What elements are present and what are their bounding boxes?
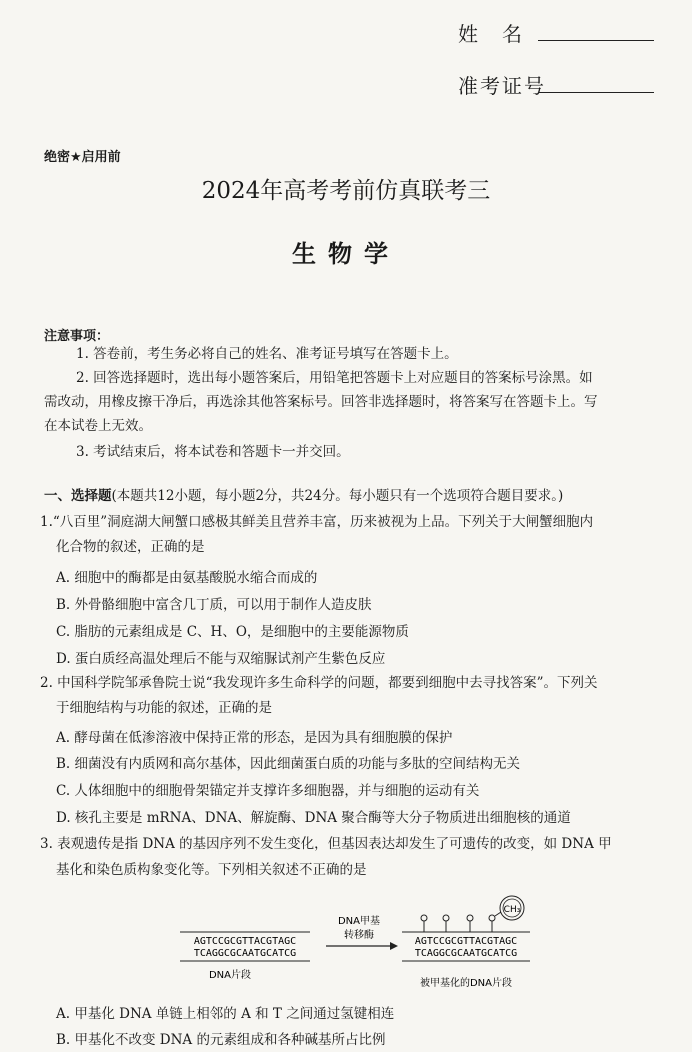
methyl-mark-icon bbox=[467, 915, 473, 921]
exam-title: 2024年高考考前仿真联考三 bbox=[201, 178, 491, 204]
left-seq-top: AGTCCGCGTTACGTAGC bbox=[193, 936, 297, 947]
question-3-stem: 3. 表观遗传是指 DNA 的基因序列不发生变化，但基因表达却发生了可遗传的改变，如 DNA 甲 bbox=[40, 836, 612, 852]
secret-mark: 绝密★启用前 bbox=[44, 150, 121, 165]
notice-item: 3. 考试结束后，将本试卷和答题卡一并交回。 bbox=[76, 444, 350, 460]
notice-item: 需改动，用橡皮擦干净后，再选涂其他答案标号。回答非选择题时，将答案写在答题卡上。写 bbox=[44, 394, 598, 410]
dna-methylation-diagram bbox=[170, 892, 550, 992]
question-1-stem: 1.“八百里”洞庭湖大闸蟹口感极其鲜美且营养丰富，历来被视为上品。下列关于大闸蟹细胞内 bbox=[40, 514, 594, 530]
question-2-option-b: B. 细菌没有内质网和高尔基体，因此细菌蛋白质的功能与多肽的空间结构无关 bbox=[56, 756, 521, 772]
notice-heading: 注意事项： bbox=[44, 329, 110, 344]
name-field[interactable] bbox=[538, 18, 654, 41]
notice-item: 1. 答卷前，考生务必将自己的姓名、准考证号填写在答题卡上。 bbox=[76, 346, 458, 362]
question-1-option-c: C. 脂肪的元素组成是 C、H、O，是细胞中的主要能源物质 bbox=[56, 624, 409, 640]
right-seq-top: AGTCCGCGTTACGTAGC bbox=[414, 936, 518, 947]
methyl-mark-icon bbox=[421, 915, 427, 921]
methyl-callout-line bbox=[495, 912, 501, 916]
section-header bbox=[44, 484, 563, 504]
methyl-label: CH₃ bbox=[503, 905, 521, 915]
left-seq-bottom: TCAGGCGCAATGCATCG bbox=[193, 948, 297, 959]
question-2-option-a: A. 酵母菌在低渗溶液中保持正常的形态，是因为具有细胞膜的保护 bbox=[56, 730, 453, 746]
right-seq-bottom: TCAGGCGCAATGCATCG bbox=[414, 948, 518, 959]
question-1-stem: 化合物的叙述，正确的是 bbox=[56, 539, 205, 555]
enzyme-label-2: 转移酶 bbox=[344, 930, 374, 941]
question-1-option-b: B. 外骨骼细胞中富含几丁质，可以用于制作人造皮肤 bbox=[56, 597, 372, 613]
question-1-option-a: A. 细胞中的酶都是由氨基酸脱水缩合而成的 bbox=[56, 570, 318, 586]
right-caption: 被甲基化的DNA片段 bbox=[419, 978, 513, 989]
question-3-option-b: B. 甲基化不改变 DNA 的元素组成和各种碱基所占比例 bbox=[56, 1032, 386, 1048]
enzyme-label-1: DNA甲基 bbox=[337, 916, 381, 927]
notice-item: 2. 回答选择题时，选出每小题答案后，用铅笔把答题卡上对应题目的答案标号涂黑。如 bbox=[76, 370, 593, 386]
question-3-stem: 基化和染色质构象变化等。下列相关叙述不正确的是 bbox=[56, 862, 367, 878]
section-note: (本题共12小题，每小题2分，共24分。每小题只有一个选项符合题目要求。) bbox=[111, 488, 564, 504]
subject-title: 生物学 bbox=[292, 240, 400, 268]
exam-id-field[interactable] bbox=[538, 70, 654, 93]
question-2-stem: 2. 中国科学院邹承鲁院士说“我发现许多生命科学的问题，都要到细胞中去寻找答案”。下列关 bbox=[40, 675, 598, 691]
question-2-option-d: D. 核孔主要是 mRNA、DNA、解旋酶、DNA 聚合酶等大分子物质进出细胞核的通道 bbox=[56, 810, 571, 826]
question-2-option-c: C. 人体细胞中的细胞骨架锚定并支撑许多细胞器，并与细胞的运动有关 bbox=[56, 783, 480, 799]
methyl-marks bbox=[421, 912, 501, 932]
name-label: 姓 名 bbox=[458, 22, 524, 46]
notice-item: 在本试卷上无效。 bbox=[44, 418, 152, 434]
methyl-mark-icon bbox=[443, 915, 449, 921]
arrow-head-icon bbox=[390, 942, 398, 950]
exam-id-label: 准考证号 bbox=[458, 74, 546, 98]
question-3-option-a: A. 甲基化 DNA 单链上相邻的 A 和 T 之间通过氢键相连 bbox=[56, 1006, 395, 1022]
section-title: 一、选择题 bbox=[44, 488, 112, 504]
question-2-stem: 于细胞结构与功能的叙述，正确的是 bbox=[56, 700, 272, 716]
methyl-mark-icon bbox=[489, 915, 495, 921]
question-1-option-d: D. 蛋白质经高温处理后不能与双缩脲试剂产生紫色反应 bbox=[56, 651, 386, 667]
left-caption: DNA片段 bbox=[208, 970, 252, 981]
